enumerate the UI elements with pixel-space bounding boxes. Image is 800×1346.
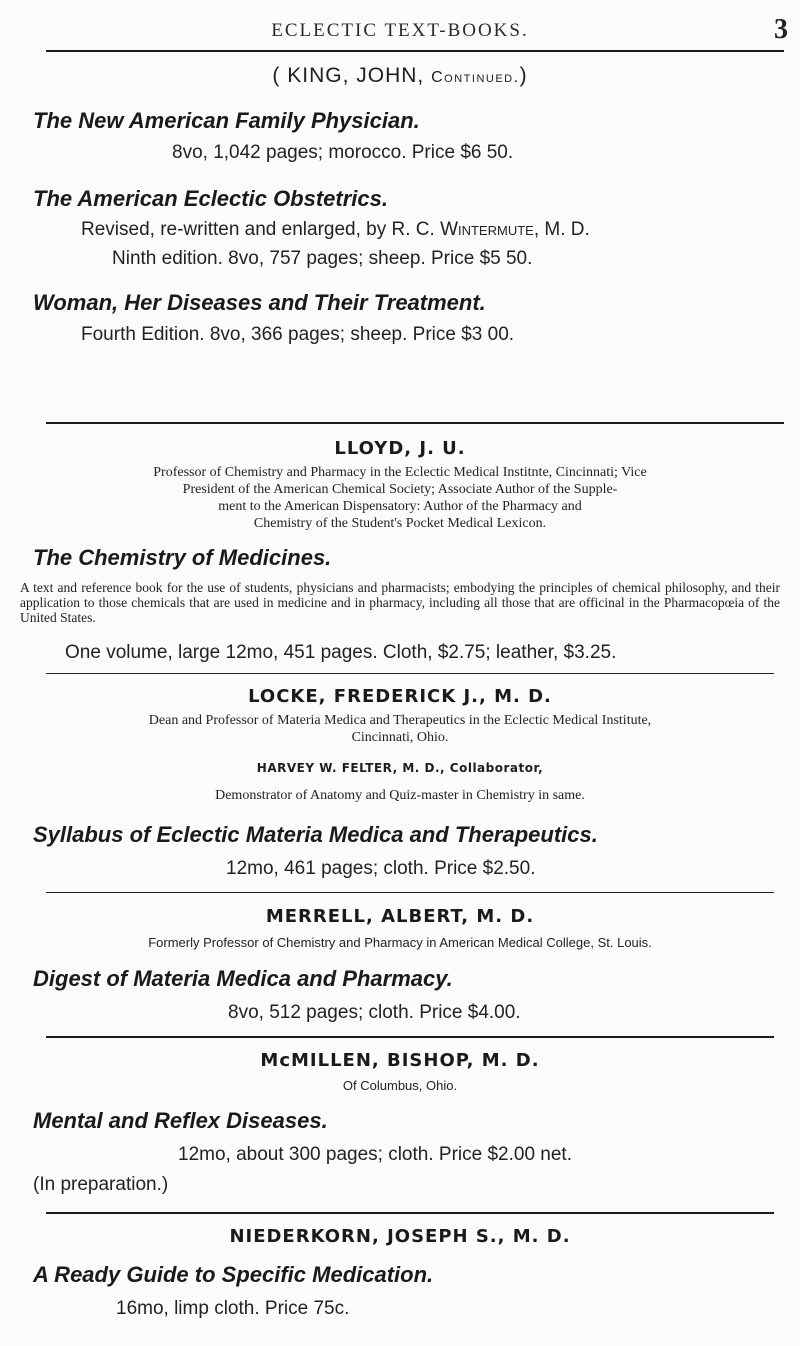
- book-title: Syllabus of Eclectic Materia Medica and Therapeutics.: [33, 822, 598, 847]
- book-details: 8vo, 512 pages; cloth. Price $4.00.: [228, 1002, 521, 1023]
- book-title: Mental and Reflex Diseases.: [33, 1108, 328, 1133]
- author-name: MERRELL, ALBERT, M. D.: [265, 906, 535, 927]
- details-suffix: , M. D.: [533, 219, 590, 240]
- section-king-heading: [0, 64, 800, 88]
- details-prefix: Revised, re-written and enlarged, by R. C.: [81, 219, 441, 240]
- author-credentials: Of Columbus, Ohio.: [342, 1078, 458, 1093]
- book-title: The Chemistry of Medicines.: [33, 545, 332, 570]
- book-details: 8vo, 1,042 pages; morocco. Price $6 50.: [172, 142, 514, 163]
- section-rule: [46, 673, 774, 674]
- credential-line: Cincinnati, Ohio.: [351, 730, 449, 745]
- author-name: McMILLEN, BISHOP, M. D.: [260, 1050, 540, 1071]
- book-title: A Ready Guide to Specific Medication.: [33, 1262, 434, 1287]
- book-details: Ninth edition. 8vo, 757 pages; sheep. Price $5 50.: [112, 248, 533, 269]
- book-details: Fourth Edition. 8vo, 366 pages; sheep. Price $3 00.: [81, 324, 515, 345]
- credential-line: Professor of Chemistry and Pharmacy in the Eclectic Medical Institnte, Cincinnati; Vice: [153, 465, 647, 480]
- author-name: LLOYD, J. U.: [334, 438, 466, 459]
- header-rule: [46, 50, 784, 52]
- continued-name: ( KING, JOHN,: [272, 64, 432, 87]
- book-details: 12mo, about 300 pages; cloth. Price $2.00 net.: [178, 1144, 572, 1165]
- book-details: 16mo, limp cloth. Price 75c.: [116, 1298, 350, 1319]
- book-title: Digest of Materia Medica and Pharmacy.: [33, 966, 453, 991]
- author-name: LOCKE, FREDERICK J., M. D.: [248, 686, 552, 707]
- credential-line: President of the American Chemical Society; Associate Author of the Supple-: [182, 482, 618, 497]
- book-details: 12mo, 461 pages; cloth. Price $2.50.: [226, 858, 536, 879]
- book-title: The New American Family Physician.: [33, 108, 420, 133]
- author-credentials: Formerly Professor of Chemistry and Pharmacy in American Medical College, St. Louis.: [148, 935, 652, 950]
- continued-word: Continued.: [431, 69, 520, 86]
- collaborator-name: HARVEY W. FELTER, M. D., Collaborator,: [256, 761, 544, 775]
- section-rule: [46, 1036, 774, 1038]
- book-description: A text and reference book for the use of students, physicians and pharmacists; embodying the principles of chemical philosophy, and their application to those chemicals that are used in medicine and in pharmacy, including all those that are officinal in the Pharmacopœia of the United States.: [20, 580, 780, 625]
- author-credentials: [10, 712, 790, 746]
- collaborator-role: Demonstrator of Anatomy and Quiz-master in Chemistry in same.: [215, 788, 585, 803]
- author-credentials: [20, 464, 780, 532]
- book-details: One volume, large 12mo, 451 pages. Cloth, $2.75; leather, $3.25.: [65, 642, 617, 663]
- credential-line: Chemistry of the Student's Pocket Medical Lexicon.: [253, 516, 547, 531]
- book-details: [81, 219, 590, 241]
- section-rule: [46, 1212, 774, 1214]
- book-note: (In preparation.): [33, 1174, 169, 1195]
- book-title: The American Eclectic Obstetrics.: [33, 186, 388, 211]
- running-head: [0, 6, 800, 46]
- credential-line: ment to the American Dispensatory: Author of the Pharmacy and: [218, 499, 582, 514]
- book-title: Woman, Her Diseases and Their Treatment.: [33, 290, 486, 315]
- page-number: 3: [774, 14, 788, 45]
- reviser-name: Wintermute: [440, 219, 534, 240]
- section-rule: [46, 892, 774, 893]
- continued-close: ): [519, 64, 528, 87]
- running-title: ECLECTIC TEXT-BOOKS.: [271, 20, 529, 41]
- section-rule: [46, 422, 784, 424]
- author-name: NIEDERKORN, JOSEPH S., M. D.: [229, 1226, 571, 1247]
- credential-line: Dean and Professor of Materia Medica and Therapeutics in the Eclectic Medical Institute,: [148, 713, 652, 728]
